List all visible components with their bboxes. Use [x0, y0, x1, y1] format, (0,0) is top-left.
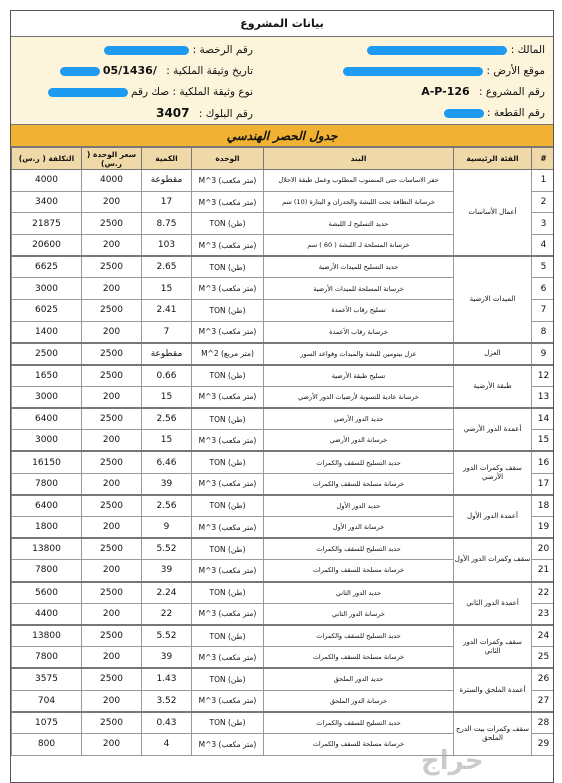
category-cell: سقف وكمرات الدور الأول: [454, 538, 532, 581]
row-number-cell: 23: [532, 603, 555, 625]
deed-date-value: /05/1436: [102, 64, 157, 77]
unit-price-cell: 200: [82, 517, 142, 539]
qty-cell: مقطوعة: [142, 343, 192, 365]
redaction-mark: [343, 67, 483, 76]
sheet-title: بيانات المشروع: [11, 11, 553, 37]
row-number-cell: 25: [532, 647, 555, 669]
deed-type-row: [48, 81, 253, 103]
qty-cell: 6.46: [142, 451, 192, 473]
row-number-cell: 18: [532, 495, 555, 517]
project-no-label: رقم المشروع :: [479, 86, 545, 98]
cost-cell: 16150: [12, 451, 82, 473]
item-cell: حديد الدور الأول: [264, 495, 454, 517]
qty-cell: 39: [142, 560, 192, 582]
redaction-mark: [48, 88, 128, 97]
item-cell: حديد الدور الأرضي: [264, 408, 454, 430]
qty-cell: 103: [142, 235, 192, 257]
block-value: 3407: [156, 106, 190, 120]
section-title: جدول الحصر الهندسي: [11, 125, 553, 147]
qty-cell: 0.43: [142, 712, 192, 734]
qty-cell: 2.65: [142, 256, 192, 278]
row-number-cell: 4: [532, 235, 555, 257]
item-cell: خرسانة مسلحة للسقف والكمرات: [264, 733, 454, 755]
unit-price-cell: 200: [82, 733, 142, 755]
item-cell: عزل بيتومين للبشة والميدات وقواعد السور: [264, 343, 454, 365]
cost-cell: 2500: [12, 343, 82, 365]
category-cell: أعمال الأساسات: [454, 170, 532, 257]
row-number-cell: 24: [532, 625, 555, 647]
unit-cell: M^3 (متر مكعب): [192, 690, 264, 712]
qty-cell: 4: [142, 733, 192, 755]
cost-cell: 3400: [12, 191, 82, 213]
cost-cell: 1650: [12, 365, 82, 387]
qty-cell: 39: [142, 473, 192, 495]
unit-cell: M^3 (متر مكعب): [192, 647, 264, 669]
unit-cell: TON (طن): [192, 495, 264, 517]
unit-price-cell: 200: [82, 603, 142, 625]
category-cell: سقف وكمرات الدور الثاني: [454, 625, 532, 668]
category-cell: أعمدة الدور الأول: [454, 495, 532, 538]
qty-cell: 5.52: [142, 625, 192, 647]
qty-cell: 7: [142, 321, 192, 343]
unit-cell: TON (طن): [192, 668, 264, 690]
qty-cell: 5.52: [142, 538, 192, 560]
cost-cell: 13800: [12, 625, 82, 647]
unit-cell: TON (طن): [192, 300, 264, 322]
unit-cell: TON (طن): [192, 365, 264, 387]
unit-cell: M^3 (متر مكعب): [192, 733, 264, 755]
unit-cell: M^3 (متر مكعب): [192, 473, 264, 495]
item-cell: حديد التسليح للسقف والكمرات: [264, 625, 454, 647]
owner-row: [367, 39, 545, 61]
unit-cell: TON (طن): [192, 625, 264, 647]
location-row: [343, 60, 545, 82]
cost-cell: 21875: [12, 213, 82, 235]
redaction-mark: [444, 109, 484, 118]
table-header-row: [12, 148, 555, 170]
unit-cell: M^3 (متر مكعب): [192, 430, 264, 452]
header-num: #: [532, 148, 555, 170]
unit-cell: M^3 (متر مكعب): [192, 191, 264, 213]
header-unit: الوحدة: [192, 148, 264, 170]
cost-cell: 3000: [12, 278, 82, 300]
table-row: [12, 256, 555, 278]
unit-price-cell: 200: [82, 690, 142, 712]
qty-cell: 15: [142, 278, 192, 300]
unit-price-cell: 200: [82, 321, 142, 343]
qty-cell: 2.41: [142, 300, 192, 322]
table-row: [12, 582, 555, 604]
item-cell: خرسانة المسلحة لـ اللبشة ( 60 ) سم: [264, 235, 454, 257]
cost-cell: 1800: [12, 517, 82, 539]
unit-price-cell: 200: [82, 430, 142, 452]
redaction-mark: [104, 46, 189, 55]
unit-cell: M^3 (متر مكعب): [192, 386, 264, 408]
deed-type-label: نوع وثيقة الملكية : صك رقم: [130, 86, 253, 98]
unit-cell: M^3 (متر مكعب): [192, 560, 264, 582]
unit-cell: TON (طن): [192, 256, 264, 278]
row-number-cell: 17: [532, 473, 555, 495]
unit-price-cell: 2500: [82, 625, 142, 647]
row-number-cell: 16: [532, 451, 555, 473]
unit-cell: TON (طن): [192, 213, 264, 235]
item-cell: خرسانة مسلحة للسقف والكمرات: [264, 647, 454, 669]
unit-cell: M^3 (متر مكعب): [192, 603, 264, 625]
row-number-cell: 7: [532, 300, 555, 322]
item-cell: حديد التسليح للسقف والكمرات: [264, 538, 454, 560]
table-row: [12, 538, 555, 560]
qty-cell: 3.52: [142, 690, 192, 712]
item-cell: خرسانة المسلحة للميدات الأرضية: [264, 278, 454, 300]
unit-price-cell: 2500: [82, 365, 142, 387]
unit-cell: M^2 (متر مربع): [192, 343, 264, 365]
cost-cell: 7800: [12, 560, 82, 582]
item-cell: حديد الدور الثاني: [264, 582, 454, 604]
cost-cell: 3575: [12, 668, 82, 690]
row-number-cell: 20: [532, 538, 555, 560]
table-row: [12, 495, 555, 517]
row-number-cell: 9: [532, 343, 555, 365]
unit-price-cell: 200: [82, 235, 142, 257]
unit-price-cell: 200: [82, 278, 142, 300]
unit-price-cell: 2500: [82, 712, 142, 734]
cost-cell: 4400: [12, 603, 82, 625]
item-cell: تسليح رقاب الأعمدة: [264, 300, 454, 322]
cost-cell: 6625: [12, 256, 82, 278]
cost-cell: 800: [12, 733, 82, 755]
bill-of-quantities-table: [11, 147, 554, 756]
plot-label: رقم القطعة :: [486, 107, 545, 119]
row-number-cell: 14: [532, 408, 555, 430]
block-row: [156, 102, 253, 124]
table-row: [12, 343, 555, 365]
item-cell: خرسانة الدور الأرضي: [264, 430, 454, 452]
row-number-cell: 19: [532, 517, 555, 539]
category-cell: الميدات الارضية: [454, 256, 532, 343]
header-cost: التكلفة ( ر.س): [12, 148, 82, 170]
unit-price-cell: 2500: [82, 300, 142, 322]
redaction-mark: [367, 46, 507, 55]
row-number-cell: 6: [532, 278, 555, 300]
item-cell: حديد الدور الملحق: [264, 668, 454, 690]
cost-cell: 3000: [12, 386, 82, 408]
unit-price-cell: 200: [82, 386, 142, 408]
project-info: [11, 37, 553, 125]
unit-cell: TON (طن): [192, 538, 264, 560]
unit-price-cell: 2500: [82, 451, 142, 473]
table-row: [12, 451, 555, 473]
cost-cell: 1075: [12, 712, 82, 734]
qty-cell: 17: [142, 191, 192, 213]
row-number-cell: 26: [532, 668, 555, 690]
unit-price-cell: 200: [82, 191, 142, 213]
cost-cell: 7800: [12, 473, 82, 495]
category-cell: طبقة الأرضية: [454, 365, 532, 408]
row-number-cell: 3: [532, 213, 555, 235]
item-cell: حديد التسليح لـ اللبشة: [264, 213, 454, 235]
qty-cell: 39: [142, 647, 192, 669]
qty-cell: 1.43: [142, 668, 192, 690]
item-cell: خرسانة الدور الأول: [264, 517, 454, 539]
item-cell: حديد التسليح للسقف والكمرات: [264, 712, 454, 734]
category-cell: العزل: [454, 343, 532, 365]
qty-cell: 2.56: [142, 495, 192, 517]
deed-date-label: تاريخ وثيقة الملكية :: [166, 65, 253, 77]
plot-row: [444, 102, 545, 124]
header-qty: الكمية: [142, 148, 192, 170]
row-number-cell: 29: [532, 733, 555, 755]
qty-cell: 8.75: [142, 213, 192, 235]
unit-cell: TON (طن): [192, 408, 264, 430]
license-label: رقم الرخصة :: [192, 44, 253, 56]
table-body: [12, 170, 555, 756]
location-label: موقع الأرض :: [486, 65, 545, 77]
qty-cell: مقطوعة: [142, 170, 192, 192]
qty-cell: 9: [142, 517, 192, 539]
unit-cell: TON (طن): [192, 582, 264, 604]
item-cell: خرسانة الدور الملحق: [264, 690, 454, 712]
row-number-cell: 5: [532, 256, 555, 278]
owner-label: المالك :: [510, 44, 545, 56]
unit-price-cell: 200: [82, 647, 142, 669]
cost-cell: 1400: [12, 321, 82, 343]
unit-price-cell: 4000: [82, 170, 142, 192]
row-number-cell: 28: [532, 712, 555, 734]
header-unit-price: سعر الوحدة ( ر.س): [82, 148, 142, 170]
cost-cell: 6400: [12, 495, 82, 517]
project-sheet: [10, 10, 554, 783]
cost-cell: 13800: [12, 538, 82, 560]
qty-cell: 2.56: [142, 408, 192, 430]
deed-date-row: [60, 60, 253, 82]
unit-cell: TON (طن): [192, 712, 264, 734]
category-cell: سقف وكمرات الدور الأرضي: [454, 451, 532, 494]
qty-cell: 22: [142, 603, 192, 625]
unit-price-cell: 2500: [82, 256, 142, 278]
cost-cell: 704: [12, 690, 82, 712]
project-no-value: A-P-126: [421, 85, 470, 98]
cost-cell: 6400: [12, 408, 82, 430]
category-cell: أعمدة الملحق والسترة: [454, 668, 532, 711]
unit-cell: M^3 (متر مكعب): [192, 170, 264, 192]
row-number-cell: 27: [532, 690, 555, 712]
unit-cell: M^3 (متر مكعب): [192, 321, 264, 343]
category-cell: أعمدة الدور الثاني: [454, 582, 532, 625]
category-cell: سقف وكمرات بيت الدرج الملحق: [454, 712, 532, 755]
row-number-cell: 1: [532, 170, 555, 192]
item-cell: حديد التسليح للسقف والكمرات: [264, 451, 454, 473]
row-number-cell: 22: [532, 582, 555, 604]
row-number-cell: 12: [532, 365, 555, 387]
unit-price-cell: 200: [82, 473, 142, 495]
item-cell: خرسانة عادية للتسوية لأرضيات الدور الأرضي: [264, 386, 454, 408]
item-cell: خرسانة مسلحة للسقف والكمرات: [264, 560, 454, 582]
qty-cell: 15: [142, 386, 192, 408]
cost-cell: 5600: [12, 582, 82, 604]
item-cell: خرسانة الدور الثاني: [264, 603, 454, 625]
unit-price-cell: 2500: [82, 408, 142, 430]
item-cell: حديد التسليح للميدات الأرضية: [264, 256, 454, 278]
cost-cell: 20600: [12, 235, 82, 257]
unit-price-cell: 2500: [82, 582, 142, 604]
unit-cell: M^3 (متر مكعب): [192, 278, 264, 300]
row-number-cell: 21: [532, 560, 555, 582]
row-number-cell: 8: [532, 321, 555, 343]
block-label: رقم البلوك :: [198, 108, 253, 120]
qty-cell: 15: [142, 430, 192, 452]
unit-cell: M^3 (متر مكعب): [192, 235, 264, 257]
unit-price-cell: 2500: [82, 343, 142, 365]
redaction-mark: [60, 67, 100, 76]
item-cell: خرسانة مسلحة للسقف والكمرات: [264, 473, 454, 495]
unit-price-cell: 2500: [82, 668, 142, 690]
cost-cell: 4000: [12, 170, 82, 192]
cost-cell: 7800: [12, 647, 82, 669]
item-cell: خرسانة رقاب الأعمدة: [264, 321, 454, 343]
unit-price-cell: 2500: [82, 538, 142, 560]
table-row: [12, 170, 555, 192]
category-cell: أعمدة الدور الأرضي: [454, 408, 532, 451]
item-cell: تسليح طبقة الأرضية: [264, 365, 454, 387]
watermark-logo: حراج: [421, 746, 484, 776]
license-row: [104, 39, 253, 61]
unit-cell: TON (طن): [192, 451, 264, 473]
table-row: [12, 668, 555, 690]
header-category: الفئة الرئيسية: [454, 148, 532, 170]
table-row: [12, 365, 555, 387]
unit-price-cell: 2500: [82, 495, 142, 517]
header-item: البند: [264, 148, 454, 170]
qty-cell: 2.24: [142, 582, 192, 604]
unit-price-cell: 2500: [82, 213, 142, 235]
item-cell: حفر الاساسات حتى المنسوب المطلوب وعمل طبقة الاحلال: [264, 170, 454, 192]
unit-price-cell: 200: [82, 560, 142, 582]
qty-cell: 0.66: [142, 365, 192, 387]
cost-cell: 6025: [12, 300, 82, 322]
table-row: [12, 625, 555, 647]
row-number-cell: 13: [532, 386, 555, 408]
item-cell: خرسانة النظافة تحت اللبشة والجدران و البتارة (10) سم: [264, 191, 454, 213]
row-number-cell: 2: [532, 191, 555, 213]
unit-cell: M^3 (متر مكعب): [192, 517, 264, 539]
cost-cell: 3000: [12, 430, 82, 452]
table-row: [12, 408, 555, 430]
table-row: [12, 712, 555, 734]
row-number-cell: 15: [532, 430, 555, 452]
project-no-row: [421, 81, 545, 103]
